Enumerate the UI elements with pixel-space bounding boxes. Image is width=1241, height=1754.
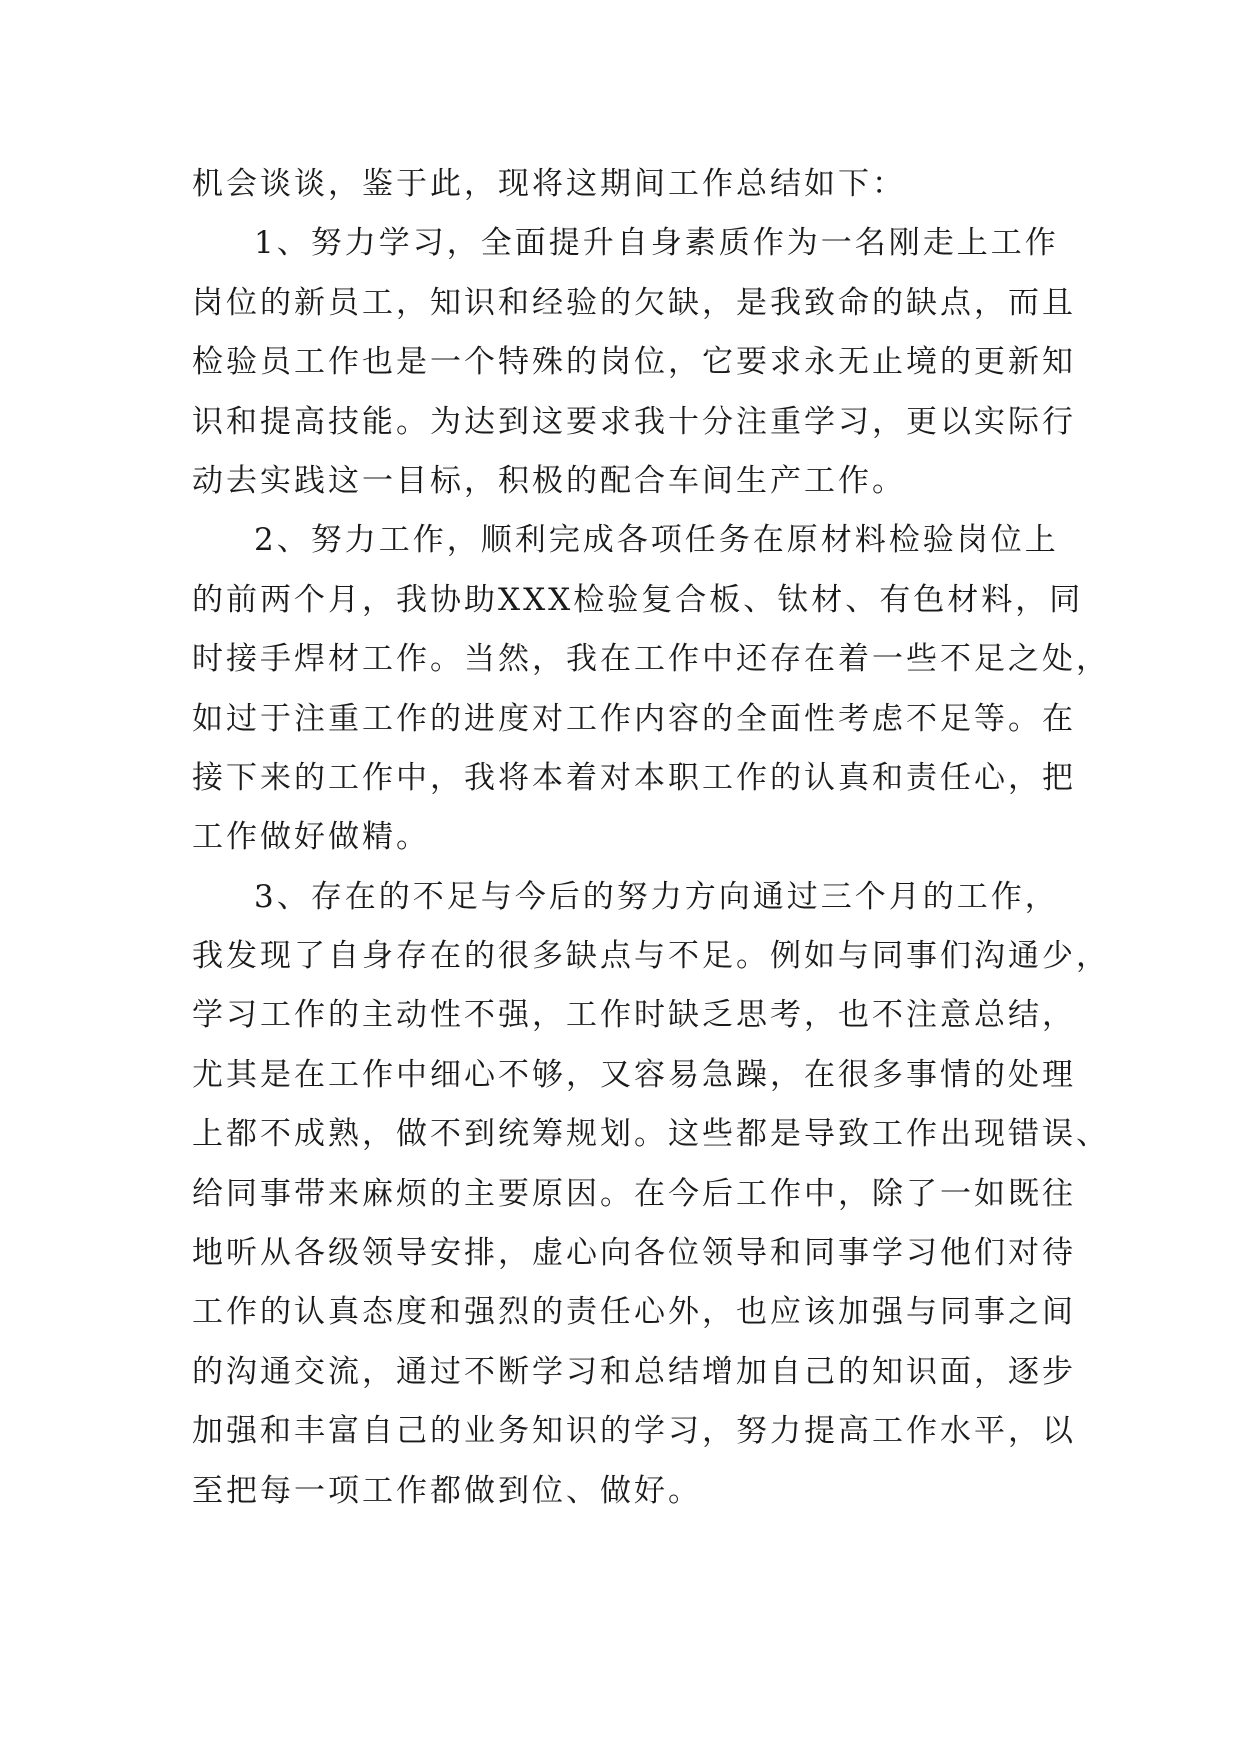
text-line: 检验员工作也是一个特殊的岗位，它要求永无止境的更新知 (192, 344, 1076, 381)
text-line: 时接手焊材工作。当然，我在工作中还存在着一些不足之处， (192, 641, 1110, 678)
text-line: 的沟通交流，通过不断学习和总结增加自己的知识面，逐步 (192, 1353, 1076, 1390)
text-line: 工作做好做精。 (192, 819, 430, 856)
text-line: 上都不成熟，做不到统筹规划。这些都是导致工作出现错误、 (192, 1116, 1110, 1153)
text-line: 的前两个月，我协助XXX检验复合板、钛材、有色材料，同 (192, 581, 1084, 618)
paragraph-work (192, 511, 1110, 867)
text-line: 地听从各级领导安排，虚心向各位领导和同事学习他们对待 (192, 1235, 1076, 1272)
intro-paragraph (192, 155, 1072, 214)
text-line: 至把每一项工作都做到位、做好。 (192, 1472, 702, 1509)
text-line: 学习工作的主动性不强，工作时缺乏思考，也不注意总结， (192, 997, 1076, 1034)
text-line: 尤其是在工作中细心不够，又容易急躁，在很多事情的处理 (192, 1056, 1076, 1093)
text-line: 识和提高技能。为达到这要求我十分注重学习，更以实际行 (192, 403, 1076, 440)
text-line: 动去实践这一目标，积极的配合车间生产工作。 (192, 462, 906, 499)
paragraph-shortcomings (192, 868, 1110, 1521)
text-line: 3、存在的不足与今后的努力方向通过三个月的工作， (254, 878, 1059, 915)
text-line: 工作的认真态度和强烈的责任心外，也应该加强与同事之间 (192, 1294, 1076, 1331)
text-line: 岗位的新员工，知识和经验的欠缺，是我致命的缺点，而且 (192, 284, 1076, 321)
document-body (192, 155, 1110, 1521)
text-line: 给同事带来麻烦的主要原因。在今后工作中，除了一如既往 (192, 1175, 1076, 1212)
text-line: 加强和丰富自己的业务知识的学习，努力提高工作水平，以 (192, 1413, 1076, 1450)
text-line: 如过于注重工作的进度对工作内容的全面性考虑不足等。在 (192, 700, 1076, 737)
paragraph-study (192, 214, 1076, 511)
text-line: 2、努力工作，顺利完成各项任务在原材料检验岗位上 (254, 522, 1059, 559)
text-line: 接下来的工作中，我将本着对本职工作的认真和责任心，把 (192, 759, 1076, 796)
text-line: 我发现了自身存在的很多缺点与不足。例如与同事们沟通少， (192, 938, 1110, 975)
text-line: 机会谈谈，鉴于此，现将这期间工作总结如下： (192, 166, 906, 202)
text-line: 1、努力学习，全面提升自身素质作为一名刚走上工作 (254, 225, 1059, 262)
